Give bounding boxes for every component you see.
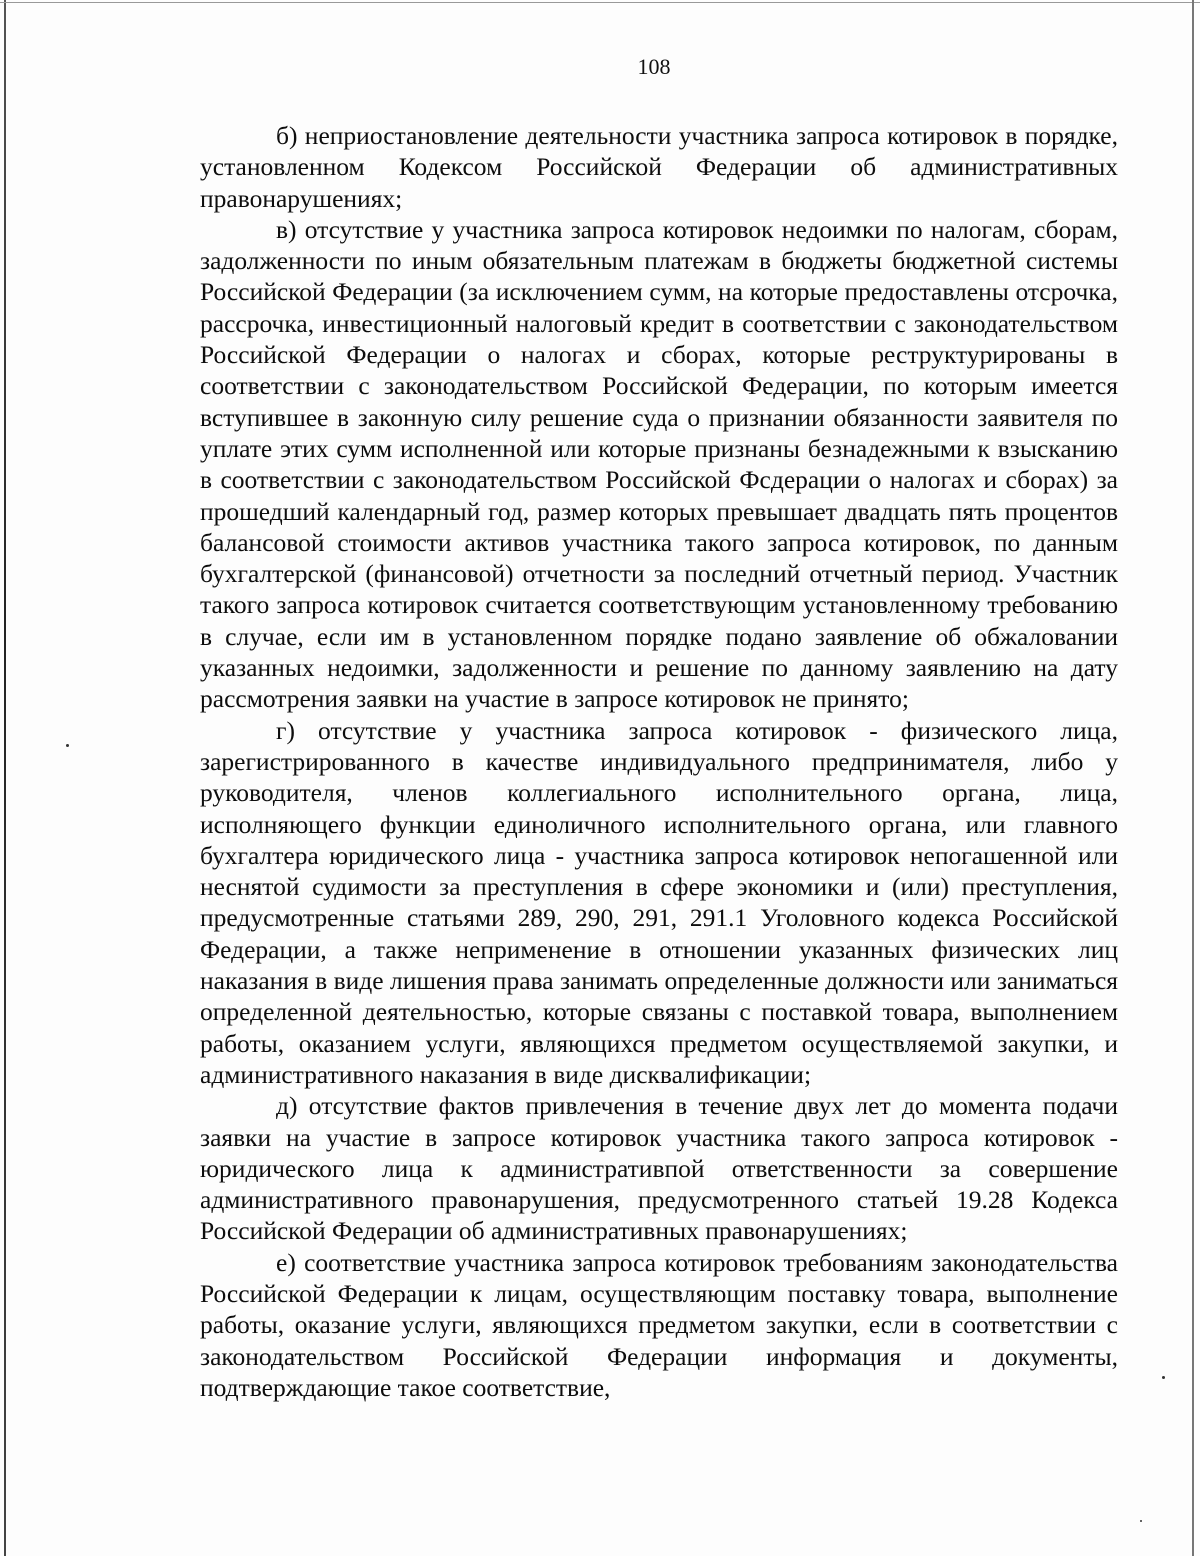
paragraph-v: в) отсутствие у участника запроса котировок недоимки по налогам, сборам, задолженности по иным обязательным платежам в бюджеты бюджетной системы Российской Федерации (за исключением сумм, на которые предоставлены отсрочка, рассрочка, инвестиционный налоговый кредит в соответствии с законодательством Российской Федерации о налогах и сборах, которые реструктурированы в соответствии с законодательством Российской Федерации, по которым имеется вступившее в законную силу решение суда о признании обязанности заявителя по уплате этих сумм исполненной или которые признаны безнадежными к взысканию в соответствии с законодательством Российской Фсдерации о налогах и сборах) за прошедший календарный год, размер которых превышает двадцать пять процентов балансовой стоимости активов участника такого запроса котировок, по данным бухгалтерской (финансовой) отчетности за последний отчетный период. Участник такого запроса котировок считается соответствующим установленному требованию в случае, если им в установленном порядке подано заявление об обжаловании указанных недоимки, задолженности и решение по данному заявлению на дату рассмотрения заявки на участие в запросе котировок не принято; [200, 214, 1118, 714]
scan-speck [1162, 1376, 1165, 1379]
paragraph-g: г) отсутствие у участника запроса котировок - физического лица, зарегистрированного в качестве индивидуального предпринимателя, либо у руководителя, членов коллегиального исполнительного органа, лица, исполняющего функции единоличного исполнительного органа, или главного бухгалтера юридического лица - участника запроса котировок непогашенной или неснятой судимости за преступления в сфере экономики и (или) преступления, предусмотренные статьями 289, 290, 291, 291.1 Уголовного кодекса Российской Федерации, а также неприменение в отношении указанных физических лиц наказания в виде лишения права занимать определенные должности или заниматься определенной деятельностью, которые связаны с поставкой товара, выполнением работы, оказанием услуги, являющихся предметом осуществляемой закупки, и административного наказания в виде дисквалификации; [200, 715, 1118, 1089]
document-body [200, 120, 1118, 1403]
scan-edge-top [0, 2, 1200, 3]
scan-speck [1140, 1520, 1142, 1522]
paragraph-d: д) отсутствие фактов привлечения в течение двух лет до момента подачи заявки на участие в запросе котировок участника такого запроса котировок - юридического лица к административпой ответственности за совершение административного правонарушения, предусмотренного статьей 19.28 Кодекса Российской Федерации об административных правонарушениях; [200, 1091, 1118, 1246]
paragraph-e: е) соответствие участника запроса котировок требованиям законодательства Российской Федерации к лицам, осуществляющим поставку товара, выполнение работы, оказание услуги, являющихся предметом закупки, если в соответствии с законодательством Российской Федерации информация и документы, подтверждающие такое соответствие, [200, 1247, 1118, 1402]
page-number: 108 [637, 54, 671, 79]
scan-edge-left [4, 0, 6, 1556]
paragraph-b: б) неприостановление деятельности участника запроса котировок в порядке, установленном Кодексом Российской Федерации об административных правонарушениях; [200, 121, 1118, 213]
scan-edge-right [1192, 0, 1194, 1556]
scan-speck [66, 744, 69, 747]
